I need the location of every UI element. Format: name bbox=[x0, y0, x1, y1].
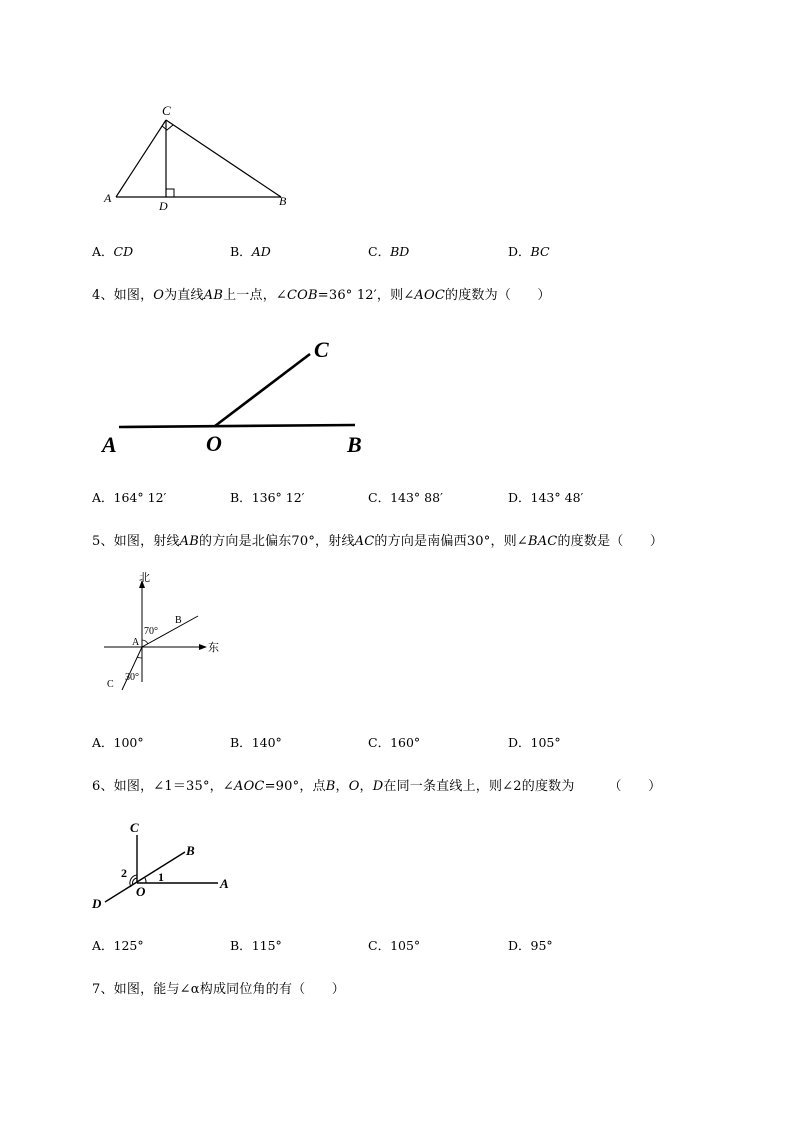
q5-label-a: A bbox=[132, 637, 140, 648]
q5-label-70: 70° bbox=[144, 626, 158, 637]
q5-arc-30 bbox=[137, 657, 142, 658]
q3-option-a[interactable]: A．CD bbox=[92, 244, 134, 259]
q6-angle-figure bbox=[88, 815, 248, 915]
q4-label-c: C bbox=[314, 337, 329, 362]
q3-label-b: B bbox=[279, 194, 287, 208]
q5-label-30: 30° bbox=[125, 672, 139, 683]
q6-label-2: 2 bbox=[121, 866, 127, 880]
q5-compass-figure bbox=[98, 570, 228, 700]
q3-option-d[interactable]: D．BC bbox=[508, 244, 550, 259]
q5-label-b: B bbox=[175, 615, 182, 626]
q4-label-a: A bbox=[102, 432, 117, 457]
q3-label-c: C bbox=[162, 103, 171, 118]
q5-option-d[interactable]: D．105° bbox=[508, 735, 561, 750]
q6-option-d[interactable]: D．95° bbox=[508, 938, 553, 953]
q6-label-o: O bbox=[136, 884, 146, 899]
q5-option-c[interactable]: C．160° bbox=[368, 735, 421, 750]
q6-option-c[interactable]: C．105° bbox=[368, 938, 421, 953]
q6-question-text: 6、如图，∠1＝35°，∠AOC=90°，点B，O，D在同一条直线上，则∠2的度数为 （ ） bbox=[92, 779, 662, 794]
q4-label-o: O bbox=[206, 431, 222, 456]
q3-label-a: A bbox=[104, 191, 112, 205]
q3-right-angle-mark-c bbox=[162, 125, 173, 130]
q6-label-b: B bbox=[186, 843, 195, 858]
q4-line-ab bbox=[119, 425, 355, 427]
q5-label-north: 北 bbox=[139, 572, 150, 584]
q3-side-cb bbox=[166, 120, 281, 197]
q5-arc-70 bbox=[142, 640, 148, 644]
q6-label-d: D bbox=[92, 896, 102, 911]
q3-label-d: D bbox=[159, 199, 168, 213]
q5-label-east: 东 bbox=[208, 642, 219, 654]
q6-arc-1 bbox=[145, 878, 146, 883]
q5-option-a[interactable]: A．100° bbox=[92, 735, 144, 750]
q4-option-c[interactable]: C．143° 88′ bbox=[368, 490, 443, 505]
q6-label-a: A bbox=[220, 876, 229, 891]
q6-label-1: 1 bbox=[158, 870, 164, 884]
q4-option-a[interactable]: A．164° 12′ bbox=[92, 490, 167, 505]
q5-ray-ac bbox=[122, 647, 142, 690]
q7-question-text: 7、如图，能与∠α构成同位角的有（ ） bbox=[92, 982, 345, 997]
q3-triangle-figure bbox=[100, 100, 300, 215]
q4-question-text: 4、如图，O为直线AB上一点，∠COB=36° 12′，则∠AOC的度数为（ ） bbox=[92, 288, 551, 303]
q3-right-angle-mark-d bbox=[166, 189, 174, 197]
q4-angle-figure bbox=[95, 330, 385, 460]
q5-question-text: 5、如图，射线AB的方向是北偏东70°，射线AC的方向是南偏西30°，则∠BAC的度数是（ ） bbox=[92, 534, 664, 549]
q5-option-b[interactable]: B．140° bbox=[230, 735, 282, 750]
q3-option-b[interactable]: B．AD bbox=[230, 244, 271, 259]
q4-label-b: B bbox=[347, 432, 362, 457]
q4-option-b[interactable]: B．136° 12′ bbox=[230, 490, 305, 505]
q5-east-arrow-icon bbox=[199, 644, 207, 650]
q3-side-ac bbox=[116, 120, 166, 197]
q5-label-c: C bbox=[107, 679, 114, 690]
q6-option-a[interactable]: A．125° bbox=[92, 938, 144, 953]
q4-ray-oc bbox=[215, 354, 310, 426]
q6-label-c: C bbox=[130, 820, 139, 835]
q3-option-c[interactable]: C．BD bbox=[368, 244, 410, 259]
q6-option-b[interactable]: B．115° bbox=[230, 938, 282, 953]
q4-option-d[interactable]: D．143° 48′ bbox=[508, 490, 584, 505]
